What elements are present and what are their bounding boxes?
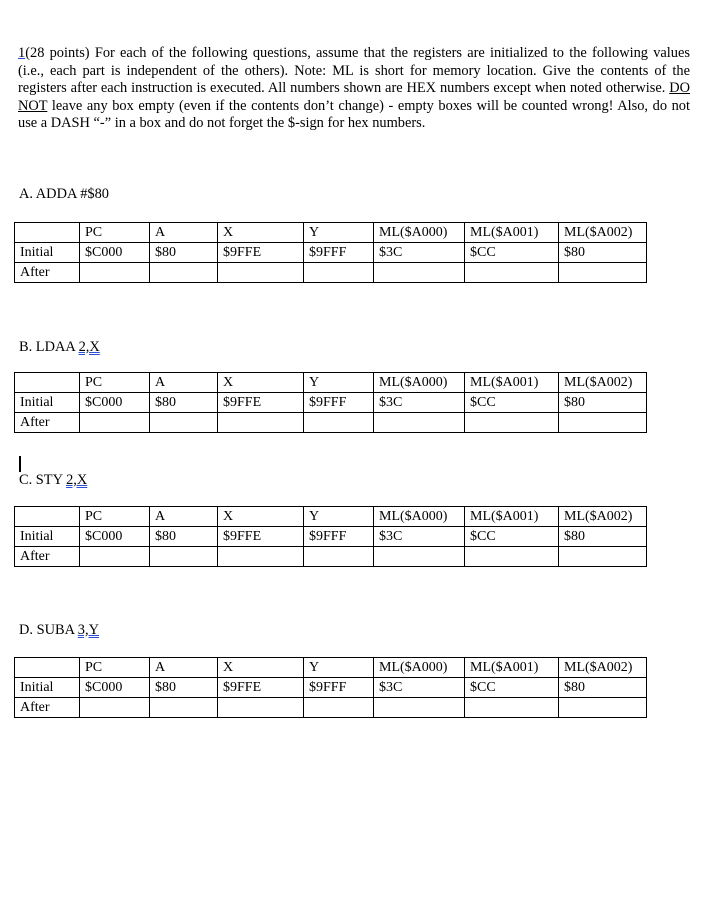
col-a: A [150,223,218,243]
after-a-input[interactable] [150,263,218,283]
row-label-initial: Initial [15,678,80,698]
section-a-operand: #$80 [80,186,109,202]
initial-pc: $C000 [80,393,150,413]
do-not-emphasis: DO NOT [18,80,690,114]
register-table-a [14,222,647,283]
section-b-label: B. LDAA 2,X [19,339,100,355]
col-x: X [218,507,304,527]
register-table-d [14,657,647,718]
col-ml-a001: ML($A001) [465,223,559,243]
after-ml-a002-input[interactable] [559,413,647,433]
after-x-input[interactable] [218,413,304,433]
question-number: 1 [18,45,26,61]
question-text [18,45,690,133]
after-ml-a000-input[interactable] [374,263,465,283]
col-x: X [218,373,304,393]
after-ml-a002-input[interactable] [559,547,647,567]
col-a: A [150,507,218,527]
header-row [15,507,647,527]
header-row [15,223,647,243]
initial-ml-a002: $80 [559,243,647,263]
initial-y: $9FFF [304,678,374,698]
after-ml-a002-input[interactable] [559,698,647,718]
section-a-label: A. ADDA #$80 [19,186,109,202]
after-a-input[interactable] [150,547,218,567]
row-label-initial: Initial [15,393,80,413]
initial-ml-a000: $3C [374,527,465,547]
header-row [15,658,647,678]
initial-ml-a001: $CC [465,678,559,698]
question-points: (28 points) [25,45,90,61]
row-label-after: After [15,263,80,283]
col-pc: PC [80,373,150,393]
row-label-after: After [15,547,80,567]
after-row [15,547,647,567]
initial-a: $80 [150,393,218,413]
after-ml-a000-input[interactable] [374,413,465,433]
col-pc: PC [80,223,150,243]
instructions-text-continued: leave any box empty (even if the contents don’t change) - empty boxes will be counted wrong! Also, do not use a DASH “-” in a box and do not forget the $-sign for hex numbers. [18,97,690,131]
after-pc-input[interactable] [80,413,150,433]
after-ml-a000-input[interactable] [374,547,465,567]
initial-pc: $C000 [80,243,150,263]
col-ml-a002: ML($A002) [559,658,647,678]
col-ml-a002: ML($A002) [559,507,647,527]
after-y-input[interactable] [304,413,374,433]
after-row [15,698,647,718]
col-ml-a001: ML($A001) [465,507,559,527]
section-b-operand: 2,X [78,339,100,355]
initial-a: $80 [150,243,218,263]
after-y-input[interactable] [304,698,374,718]
after-ml-a000-input[interactable] [374,698,465,718]
header-row [15,373,647,393]
initial-row [15,527,647,547]
initial-pc: $C000 [80,527,150,547]
col-a: A [150,658,218,678]
initial-ml-a000: $3C [374,393,465,413]
col-ml-a000: ML($A000) [374,223,465,243]
col-x: X [218,223,304,243]
after-y-input[interactable] [304,547,374,567]
register-table-b [14,372,647,433]
col-ml-a000: ML($A000) [374,507,465,527]
after-ml-a001-input[interactable] [465,413,559,433]
corner-cell [15,658,80,678]
col-ml-a002: ML($A002) [559,373,647,393]
initial-ml-a001: $CC [465,527,559,547]
after-x-input[interactable] [218,698,304,718]
after-ml-a002-input[interactable] [559,263,647,283]
section-c-label: C. STY 2,X [19,472,88,488]
section-d-label: D. SUBA 3,Y [19,622,99,638]
corner-cell [15,373,80,393]
text-cursor [19,456,21,472]
initial-ml-a002: $80 [559,393,647,413]
register-table-c [14,506,647,567]
corner-cell [15,507,80,527]
section-d-operand: 3,Y [77,622,99,638]
initial-x: $9FFE [218,393,304,413]
col-ml-a001: ML($A001) [465,658,559,678]
col-a: A [150,373,218,393]
initial-ml-a000: $3C [374,243,465,263]
initial-row [15,243,647,263]
row-label-after: After [15,698,80,718]
initial-y: $9FFF [304,243,374,263]
corner-cell [15,223,80,243]
col-ml-a000: ML($A000) [374,373,465,393]
row-label-initial: Initial [15,243,80,263]
col-y: Y [304,658,374,678]
after-pc-input[interactable] [80,698,150,718]
after-pc-input[interactable] [80,547,150,567]
after-pc-input[interactable] [80,263,150,283]
initial-a: $80 [150,678,218,698]
col-ml-a000: ML($A000) [374,658,465,678]
col-y: Y [304,373,374,393]
col-y: Y [304,223,374,243]
instructions-text: For each of the following questions, assume that the registers are initialized to the following values (i.e., each part is independent of the others). Note: ML is short for memory location. Give the contents of the registers after each instruction is executed. All numbers shown are HEX numbers except when noted otherwise. [18,45,690,96]
col-y: Y [304,507,374,527]
initial-x: $9FFE [218,678,304,698]
after-x-input[interactable] [218,263,304,283]
initial-row [15,393,647,413]
initial-ml-a000: $3C [374,678,465,698]
col-x: X [218,658,304,678]
after-row [15,413,647,433]
row-label-after: After [15,413,80,433]
initial-pc: $C000 [80,678,150,698]
initial-ml-a002: $80 [559,527,647,547]
col-pc: PC [80,507,150,527]
initial-ml-a001: $CC [465,393,559,413]
col-pc: PC [80,658,150,678]
initial-row [15,678,647,698]
after-x-input[interactable] [218,547,304,567]
initial-ml-a001: $CC [465,243,559,263]
initial-a: $80 [150,527,218,547]
initial-ml-a002: $80 [559,678,647,698]
after-ml-a001-input[interactable] [465,547,559,567]
after-row [15,263,647,283]
after-y-input[interactable] [304,263,374,283]
initial-y: $9FFF [304,393,374,413]
initial-x: $9FFE [218,243,304,263]
row-label-initial: Initial [15,527,80,547]
initial-y: $9FFF [304,527,374,547]
after-a-input[interactable] [150,413,218,433]
after-ml-a001-input[interactable] [465,698,559,718]
after-a-input[interactable] [150,698,218,718]
after-ml-a001-input[interactable] [465,263,559,283]
initial-x: $9FFE [218,527,304,547]
section-c-operand: 2,X [66,472,88,488]
col-ml-a002: ML($A002) [559,223,647,243]
col-ml-a001: ML($A001) [465,373,559,393]
